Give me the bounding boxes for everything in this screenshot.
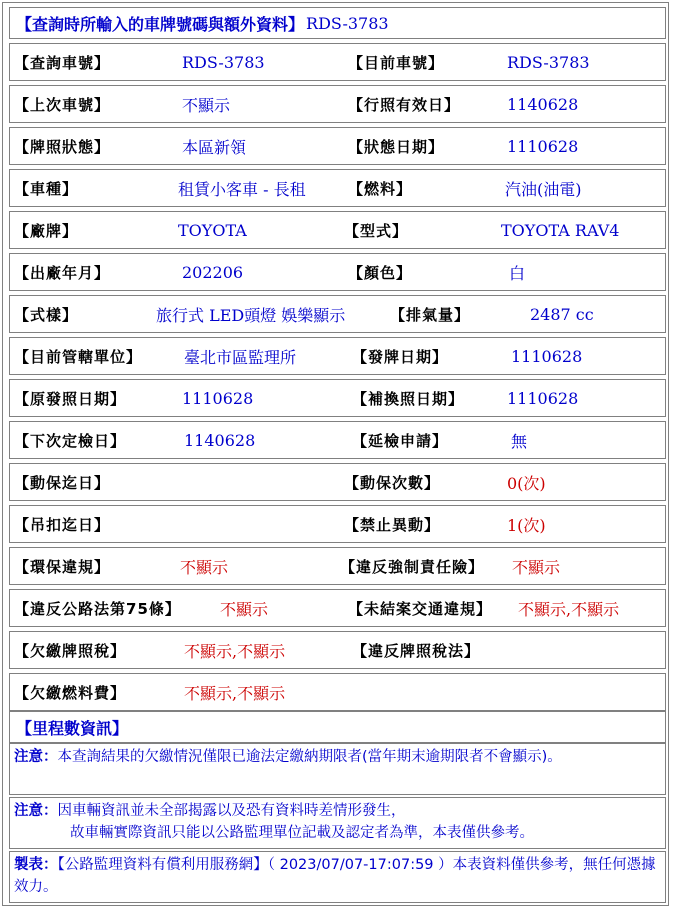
field-value: 0(次) bbox=[507, 473, 546, 493]
info-row bbox=[9, 379, 666, 417]
vehicle-info-table bbox=[2, 2, 669, 906]
field-value: 1110628 bbox=[182, 388, 254, 408]
field-value: 202206 bbox=[182, 262, 244, 282]
field-value: 臺北市區監理所 bbox=[184, 347, 297, 367]
field-label: 【環保違規】 bbox=[14, 557, 111, 576]
field-value: TOYOTA RAV4 bbox=[501, 220, 620, 240]
info-row bbox=[9, 211, 666, 249]
field-value: 不顯示,不顯示 bbox=[518, 599, 620, 619]
field-label: 【出廠年月】 bbox=[14, 263, 111, 282]
field-label: 【行照有效日】 bbox=[348, 95, 461, 114]
field-label: 【下次定檢日】 bbox=[14, 431, 127, 450]
note-2 bbox=[9, 797, 666, 849]
field-value: 租賃小客車 - 長租 bbox=[178, 179, 306, 199]
field-label: 【欠繳牌照稅】 bbox=[14, 641, 127, 660]
field-value: 1140628 bbox=[184, 430, 256, 450]
header-row bbox=[9, 7, 666, 39]
field-label: 【延檢申請】 bbox=[352, 431, 449, 450]
field-label: 【廠牌】 bbox=[14, 221, 79, 240]
footer-row bbox=[9, 851, 666, 903]
field-value: 2487 cc bbox=[530, 304, 594, 324]
field-value: 不顯示 bbox=[180, 557, 229, 577]
field-label: 【狀態日期】 bbox=[348, 137, 445, 156]
footer-source: 【公路監理資料有償利用服務網】 bbox=[57, 857, 268, 873]
info-row bbox=[9, 85, 666, 123]
info-row bbox=[9, 421, 666, 459]
field-label: 【查詢車號】 bbox=[14, 53, 111, 72]
info-row bbox=[9, 463, 666, 501]
field-value: 不顯示 bbox=[220, 599, 269, 619]
note-2-label: 注意： bbox=[14, 803, 58, 819]
note-1-label: 注意： bbox=[14, 749, 58, 765]
field-label: 【型式】 bbox=[344, 221, 409, 240]
field-value: 1140628 bbox=[507, 94, 579, 114]
field-label: 【上次車號】 bbox=[14, 95, 111, 114]
field-value: 1110628 bbox=[507, 136, 579, 156]
header-plate: RDS-3783 bbox=[306, 13, 389, 33]
page-title bbox=[16, 8, 389, 38]
field-label: 【禁止異動】 bbox=[344, 515, 441, 534]
field-value: RDS-3783 bbox=[182, 52, 265, 72]
field-label: 【違反強制責任險】 bbox=[340, 557, 485, 576]
field-label: 【違反公路法第75條】 bbox=[14, 599, 181, 618]
field-value: 1110628 bbox=[511, 346, 583, 366]
field-value: 不顯示 bbox=[512, 557, 561, 577]
mileage-row bbox=[9, 711, 666, 743]
field-value: 1110628 bbox=[507, 388, 579, 408]
note-2-line1: 因車輛資訊並未全部揭露以及恐有資料時差情形發生， bbox=[57, 803, 406, 819]
field-value: RDS-3783 bbox=[507, 52, 590, 72]
info-row bbox=[9, 43, 666, 81]
info-row bbox=[9, 673, 666, 711]
field-label: 【動保迄日】 bbox=[14, 473, 111, 492]
field-value: 汽油(油電) bbox=[505, 179, 582, 199]
field-label: 【吊扣迄日】 bbox=[14, 515, 111, 534]
info-row bbox=[9, 169, 666, 207]
field-label: 【式樣】 bbox=[14, 305, 79, 324]
info-row bbox=[9, 337, 666, 375]
note-2-text bbox=[14, 800, 661, 844]
field-label: 【原發照日期】 bbox=[14, 389, 127, 408]
note-1-body: 本查詢結果的欠繳情況僅限已逾法定繳納期限者(當年期末逾期限者不會顯示)。 bbox=[57, 749, 562, 765]
field-value: 旅行式 LED頭燈 娛樂顯示 bbox=[156, 305, 346, 325]
mileage-title: 【里程數資訊】 bbox=[16, 718, 129, 738]
footer-disclaimer: 本表資料僅供參考，無任何憑據效力。 bbox=[14, 857, 656, 895]
field-label: 【未結案交通違規】 bbox=[348, 599, 493, 618]
field-label: 【目前車號】 bbox=[348, 53, 445, 72]
field-label: 【動保次數】 bbox=[344, 473, 441, 492]
info-row bbox=[9, 547, 666, 585]
field-label: 【車種】 bbox=[14, 179, 79, 198]
field-label: 【發牌日期】 bbox=[352, 347, 449, 366]
field-value: TOYOTA bbox=[178, 220, 247, 240]
footer-timestamp: （ 2023/07/07-17:07:59 ） bbox=[267, 857, 453, 873]
header-title: 【查詢時所輸入的車牌號碼與額外資料】 bbox=[16, 14, 305, 34]
field-label: 【目前管轄單位】 bbox=[14, 347, 143, 366]
info-row bbox=[9, 589, 666, 627]
note-1-text bbox=[14, 746, 661, 768]
field-label: 【違反牌照稅法】 bbox=[352, 641, 481, 660]
info-row bbox=[9, 127, 666, 165]
field-label: 【顏色】 bbox=[348, 263, 413, 282]
field-value: 1(次) bbox=[507, 515, 546, 535]
info-row bbox=[9, 253, 666, 291]
note-1 bbox=[9, 743, 666, 795]
field-value: 本區新領 bbox=[182, 137, 247, 157]
info-row bbox=[9, 505, 666, 543]
field-label: 【排氣量】 bbox=[390, 305, 471, 324]
field-label: 【燃料】 bbox=[348, 179, 413, 198]
info-row bbox=[9, 631, 666, 669]
note-2-line2: 故車輛實際資訊只能以公路監理單位記載及認定者為準，本表僅供參考。 bbox=[70, 825, 534, 841]
footer-label: 製表： bbox=[14, 857, 58, 873]
footer-text bbox=[14, 854, 661, 898]
field-value: 不顯示,不顯示 bbox=[184, 683, 286, 703]
info-row bbox=[9, 295, 666, 333]
field-value: 無 bbox=[511, 431, 528, 451]
field-label: 【欠繳燃料費】 bbox=[14, 683, 127, 702]
field-value: 不顯示,不顯示 bbox=[184, 641, 286, 661]
field-value: 不顯示 bbox=[182, 95, 231, 115]
field-label: 【補換照日期】 bbox=[352, 389, 465, 408]
field-value: 白 bbox=[509, 263, 526, 283]
field-label: 【牌照狀態】 bbox=[14, 137, 111, 156]
